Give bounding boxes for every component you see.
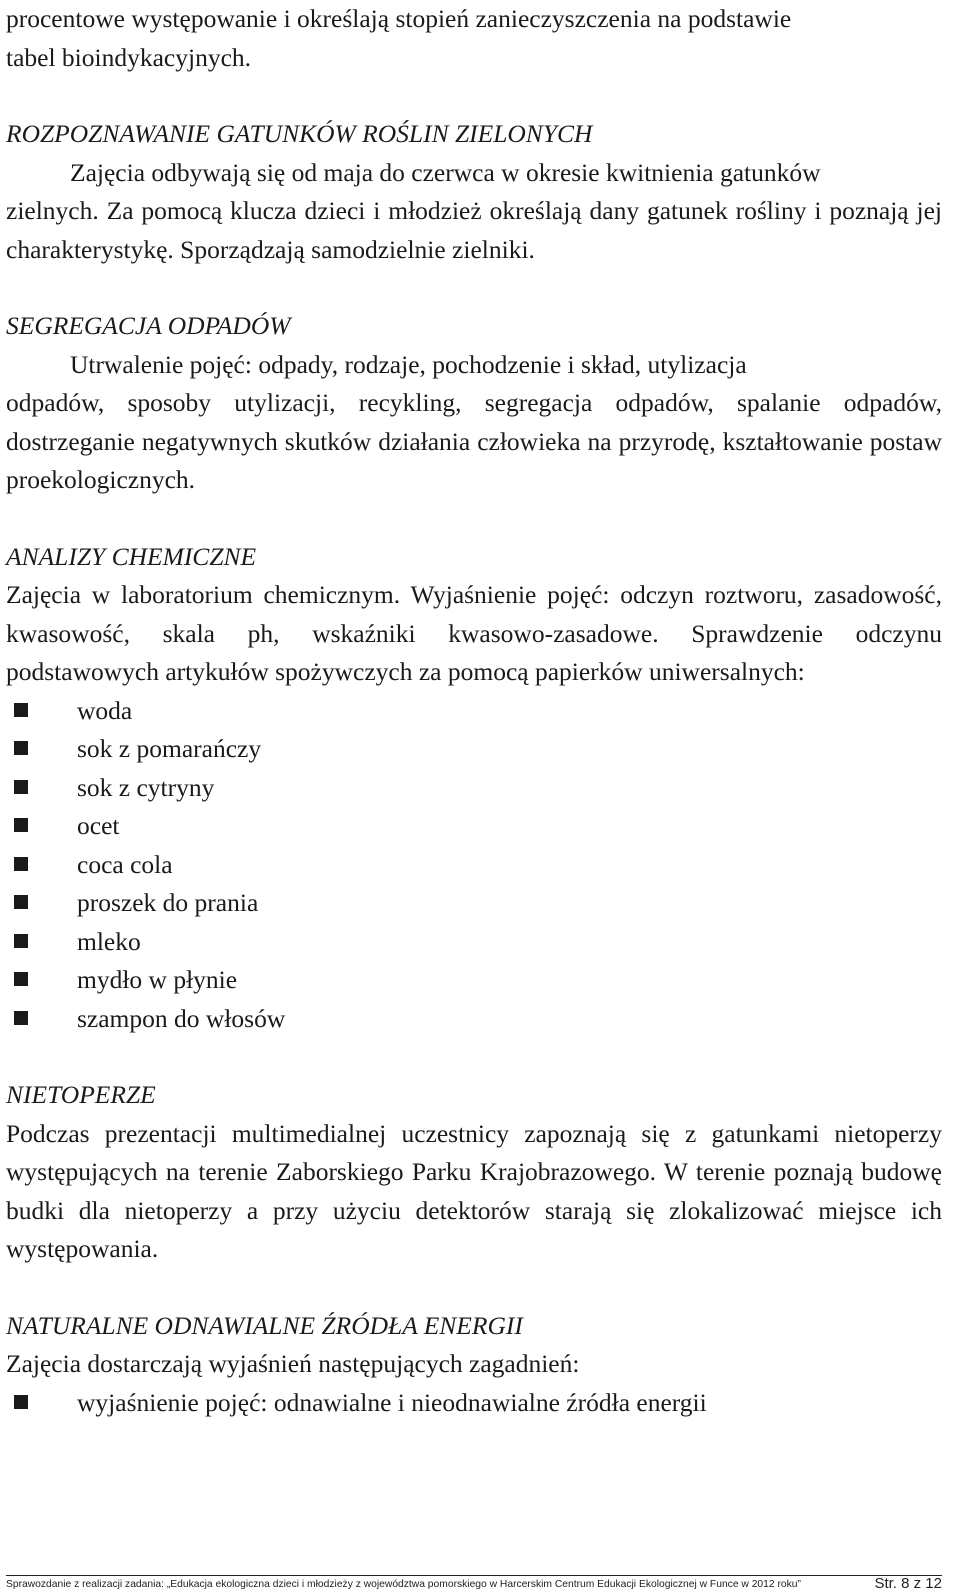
document-page [6,0,942,1422]
rosliny-paragraph: zielnych. Za pomocą klucza dzieci i młodzież określają dany gatunek rośliny i poznają jej charakterystykę. Sporządzają samodzielnie zielniki. [6,196,942,264]
intro-line-1: procentowe występowanie i określają stopień zanieczyszczenia na podstawie [6,4,792,33]
list-item: ocet [6,807,942,846]
page-footer [0,1544,960,1593]
footer-caption: Sprawozdanie z realizacji zadania: „Edukacja ekologiczna dzieci i młodzieży z województwa pomorskiego w Harcerskim Centrum Edukacji Ekologicznej w Funce w 2012 roku” [6,1579,801,1590]
segregacja-paragraph: odpadów, sposoby utylizacji, recykling, segregacja odpadów, spalanie odpadów, dostrzeganie negatywnych skutków działania człowieka na przyrodę, kształtowanie postaw proekologicznych. [6,388,942,494]
rosliny-first-line: Zajęcia odbywają się od maja do czerwca w okresie kwitnienia gatunków [70,157,821,187]
square-bullet-icon [14,895,28,909]
heading-segregacja: SEGREGACJA ODPADÓW [6,311,291,340]
heading-nietoperze: NIETOPERZE [6,1080,156,1109]
nietoperze-paragraph: Podczas prezentacji multimedialnej uczestnicy zapoznają się z gatunkami nietoperzy występujących na terenie Zaborskiego Parku Krajobrazowego. W terenie poznają budowę budki dla nietoperzy a przy użyciu detektorów starają się zlokalizować miejsce ich występowania. [6,1118,942,1263]
energia-list [6,1384,942,1423]
list-item: proszek do prania [6,884,942,923]
list-item: mleko [6,923,942,962]
square-bullet-icon [14,972,28,986]
energia-paragraph: Zajęcia dostarczają wyjaśnień następujących zagadnień: [6,1349,580,1378]
analizy-list [6,692,942,1039]
list-item: coca cola [6,846,942,885]
segregacja-first-line: Utrwalenie pojęć: odpady, rodzaje, pochodzenie i skład, utylizacja [70,349,747,379]
list-item: wyjaśnienie pojęć: odnawialne i nieodnawialne źródła energii [6,1384,942,1423]
heading-energia: NATURALNE ODNAWIALNE ŹRÓDŁA ENERGII [6,1310,523,1340]
list-item: szampon do włosów [6,1000,942,1039]
list-item: woda [6,692,942,731]
page-number: Str. 8 z 12 [874,1575,942,1592]
list-item: sok z cytryny [6,769,942,808]
list-item: mydło w płynie [6,961,942,1000]
heading-analizy: ANALIZY CHEMICZNE [6,541,257,571]
analizy-paragraph: Zajęcia w laboratorium chemicznym. Wyjaśnienie pojęć: odczyn roztworu, zasadowość, kwasowość, skala ph, wskaźniki kwasowo-zasadowe. Sprawdzenie odczynu podstawowych artykułów spożywczych za pomocą papierków uniwersalnych: [6,580,942,686]
footer-divider [6,1575,942,1576]
square-bullet-icon [14,741,28,755]
square-bullet-icon [14,857,28,871]
square-bullet-icon [14,703,28,717]
list-item: sok z pomarańczy [6,730,942,769]
intro-line-2: tabel bioindykacyjnych. [6,42,252,72]
heading-rosliny: ROZPOZNAWANIE GATUNKÓW ROŚLIN ZIELONYCH [6,119,593,148]
square-bullet-icon [14,1011,28,1025]
square-bullet-icon [14,1395,28,1409]
square-bullet-icon [14,934,28,948]
square-bullet-icon [14,818,28,832]
square-bullet-icon [14,780,28,794]
